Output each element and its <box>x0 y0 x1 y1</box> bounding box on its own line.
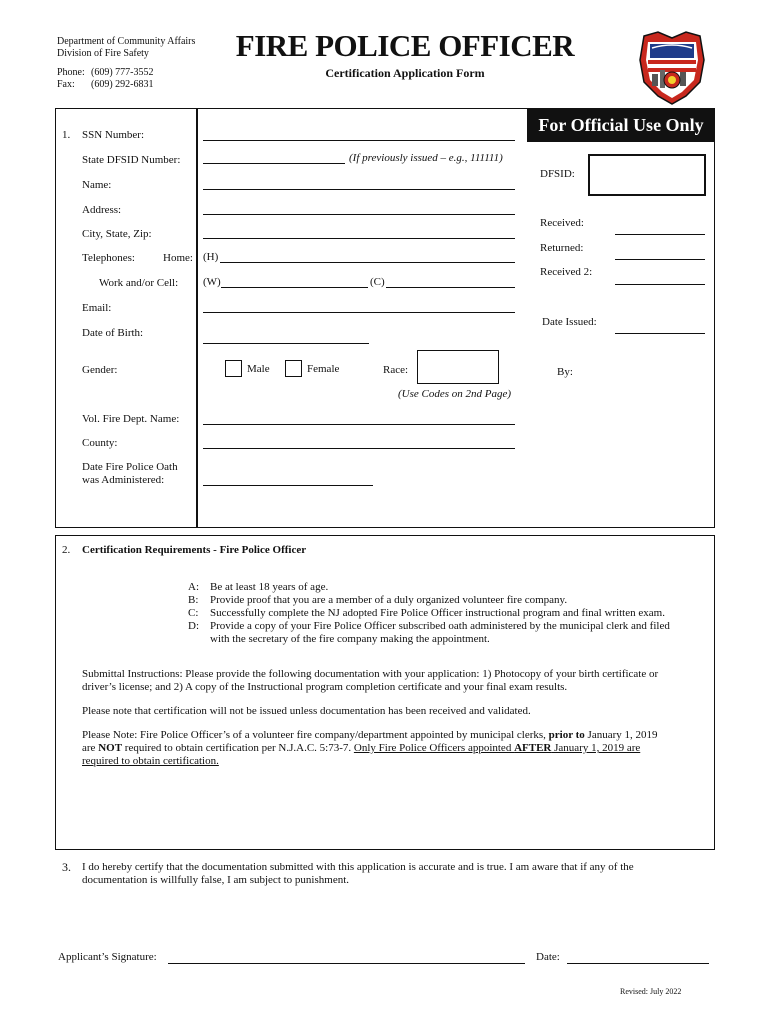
vol-fire-dept-label: Vol. Fire Dept. Name: <box>82 413 180 425</box>
received-2-field <box>615 284 705 285</box>
male-checkbox[interactable] <box>225 360 242 377</box>
race-input[interactable] <box>417 350 499 384</box>
note-text: required to obtain certification per N.J.A.C. 5:73-7. <box>122 742 354 754</box>
fax-label: Fax: <box>57 79 75 90</box>
phone-label: Phone: <box>57 67 85 78</box>
official-use-header: For Official Use Only <box>527 108 715 142</box>
work-prefix: (W) <box>203 276 221 288</box>
female-label: Female <box>307 363 340 375</box>
section-3-number: 3. <box>62 860 71 874</box>
returned-label: Returned: <box>540 242 584 254</box>
cell-phone-input[interactable] <box>386 287 515 288</box>
signature-date-input[interactable] <box>567 963 709 964</box>
section-2-number: 2. <box>62 544 71 556</box>
ssn-input[interactable] <box>203 140 515 141</box>
requirements-title: Certification Requirements - Fire Police Officer <box>82 544 307 556</box>
official-dfsid-box <box>588 154 706 196</box>
home-label: Home: <box>163 252 193 264</box>
submittal-instructions <box>82 668 702 694</box>
certification-statement <box>82 861 702 887</box>
revised-date: Revised: July 2022 <box>620 987 682 996</box>
list-item: D: Provide a copy of your Fire Police Officer subscribed oath administered by the municipal clerk and filed <box>188 620 670 632</box>
work-phone-input[interactable] <box>221 287 368 288</box>
received-2-label: Received 2: <box>540 266 593 278</box>
list-item: with the secretary of the fire company making the appointment. <box>210 633 490 645</box>
race-hint: (Use Codes on 2nd Page) <box>398 388 512 400</box>
dfsid-input[interactable] <box>203 163 345 164</box>
oath-date-label <box>82 461 178 487</box>
oath-label-line1: Date Fire Police Oath <box>82 461 178 473</box>
dfsid-label: State DFSID Number: <box>82 154 181 166</box>
vol-fire-dept-input[interactable] <box>203 424 515 425</box>
telephones-label: Telephones: <box>82 252 135 264</box>
race-label: Race: <box>383 364 409 376</box>
contact-info <box>57 67 154 91</box>
returned-field <box>615 259 705 260</box>
submittal-line-1: Submittal Instructions: Please provide the following documentation with your application: 1) Photocopy of your birth certificate or <box>82 668 659 680</box>
section-number: 1. <box>62 129 71 141</box>
list-item: C: Successfully complete the NJ adopted Fire Police Officer instructional program and final written exam. <box>188 607 665 619</box>
phone-value: (609) 777-3552 <box>91 67 154 78</box>
validation-note: Please note that certification will not be issued unless documentation has been received and validated. <box>82 705 531 717</box>
date-issued-label: Date Issued: <box>542 316 597 328</box>
page-title: FIRE POLICE OFFICER <box>235 28 575 63</box>
signature-label: Applicant’s Signature: <box>58 951 157 963</box>
department-info <box>57 36 195 60</box>
ssn-label: SSN Number: <box>82 129 145 141</box>
note-text: Please Note: Fire Police Officer’s of a volunteer fire company/department appointed by municipal clerks, <box>82 729 549 741</box>
list-item: B: Provide proof that you are a member of a duly organized volunteer fire company. <box>188 594 568 606</box>
division-name: Division of Fire Safety <box>57 48 149 59</box>
email-label: Email: <box>82 302 112 314</box>
oath-label-line2: was Administered: <box>82 474 165 486</box>
female-checkbox[interactable] <box>285 360 302 377</box>
name-input[interactable] <box>203 189 515 190</box>
address-input[interactable] <box>203 214 515 215</box>
male-label: Male <box>247 363 270 375</box>
county-label: County: <box>82 437 118 449</box>
dob-label: Date of Birth: <box>82 327 144 339</box>
work-cell-label: Work and/or Cell: <box>99 277 179 289</box>
note-underlined: required to obtain certification. <box>82 755 219 767</box>
note-underlined: Only Fire Police Officers appointed <box>353 742 515 754</box>
home-phone-input[interactable] <box>220 262 515 263</box>
date-issued-field <box>615 333 705 334</box>
oath-date-input[interactable] <box>203 485 373 486</box>
requirements-list <box>188 581 670 646</box>
note-emphasis: prior to <box>548 729 585 741</box>
received-field <box>615 234 705 235</box>
received-label: Received: <box>540 217 584 229</box>
dfsid-hint: (If previously issued – e.g., 111111) <box>349 152 503 164</box>
name-label: Name: <box>82 179 112 191</box>
note-underlined-emphasis: AFTER <box>514 742 552 754</box>
address-label: Address: <box>82 204 122 216</box>
county-input[interactable] <box>203 448 515 449</box>
signature-input[interactable] <box>168 963 525 964</box>
list-item: A: Be at least 18 years of age. <box>188 581 329 593</box>
fire-police-badge-icon <box>634 30 710 106</box>
note-text: are <box>82 742 99 754</box>
department-name: Department of Community Affairs <box>57 36 196 47</box>
gender-label: Gender: <box>82 364 118 376</box>
fax-value: (609) 292-6831 <box>91 79 154 90</box>
certification-line-2: documentation is willfully false, I am subject to punishment. <box>82 874 350 886</box>
official-dfsid-label: DFSID: <box>540 168 575 180</box>
city-state-zip-input[interactable] <box>203 238 515 239</box>
cell-prefix: (C) <box>370 276 385 288</box>
note-text: January 1, 2019 <box>584 729 658 741</box>
appointment-note <box>82 729 702 768</box>
submittal-line-2: driver’s license; and 2) A copy of the Instructional program completion certificate and your final exam results. <box>82 681 568 693</box>
note-underlined: January 1, 2019 are <box>551 742 641 754</box>
home-prefix: (H) <box>203 251 219 263</box>
page-subtitle: Certification Application Form <box>325 66 485 80</box>
dob-input[interactable] <box>203 343 369 344</box>
date-label: Date: <box>536 951 560 963</box>
email-input[interactable] <box>203 312 515 313</box>
column-divider <box>196 108 198 528</box>
city-state-zip-label: City, State, Zip: <box>82 228 152 240</box>
note-emphasis: NOT <box>98 742 123 754</box>
by-label: By: <box>557 366 573 378</box>
certification-line-1: I do hereby certify that the documentation submitted with this application is accurate and is true. I am aware that if any of the <box>82 861 634 873</box>
